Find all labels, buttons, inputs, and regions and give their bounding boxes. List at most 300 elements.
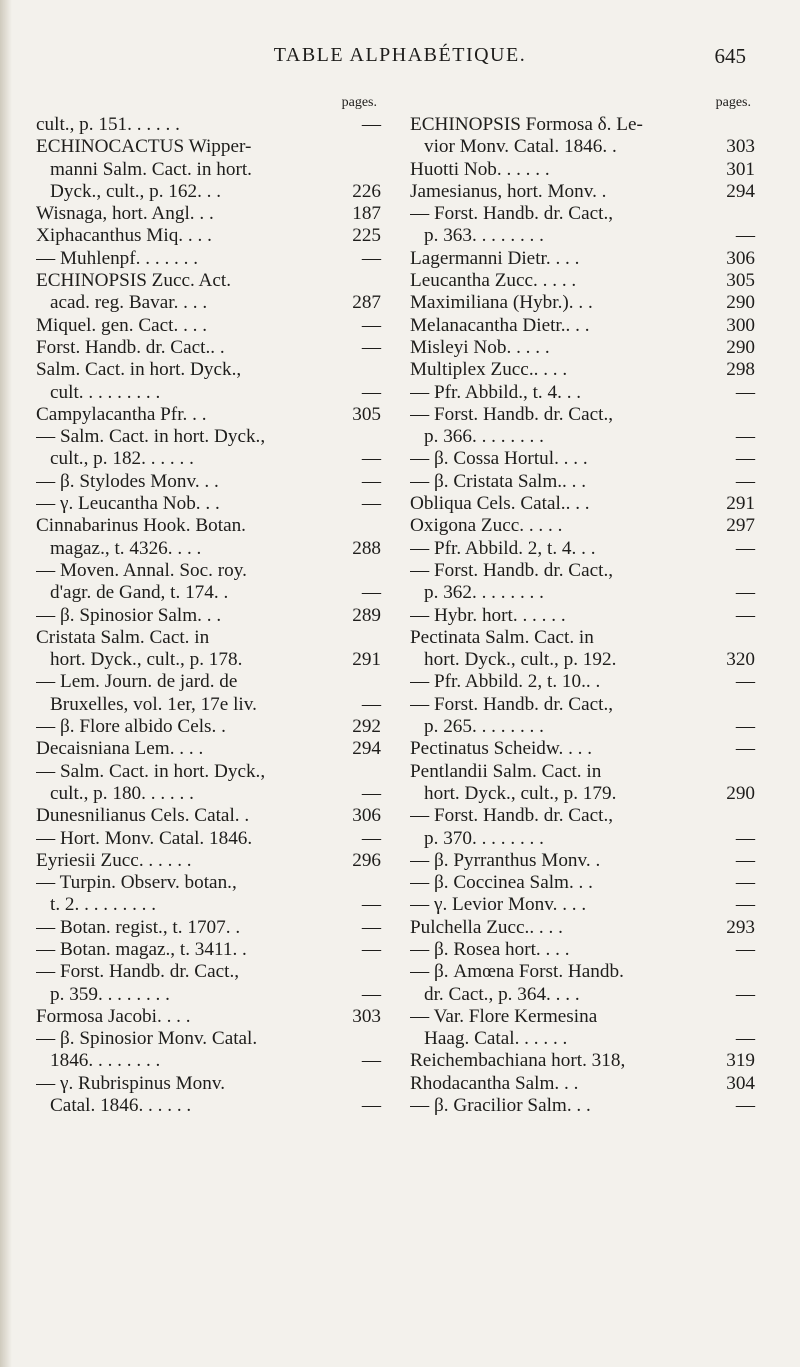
index-entry-line: [410, 181, 755, 203]
index-entry: [410, 605, 755, 627]
entry-text: cult., p. 182. . . . . .: [50, 448, 194, 470]
index-entry-line: [410, 783, 755, 805]
entry-page-number: —: [361, 247, 381, 269]
entry-text: — Forst. Handb. dr. Cact.,: [410, 559, 614, 581]
index-entry-line: [410, 225, 755, 247]
index-entry-line: [36, 649, 381, 671]
entry-page-number: 290: [726, 782, 755, 804]
entry-page-number: 298: [726, 359, 755, 381]
index-entry-line: [410, 404, 755, 426]
index-column-right: [410, 92, 755, 1117]
index-entry: [410, 1073, 755, 1095]
entry-page-number: 320: [726, 649, 755, 671]
index-entry-line: [410, 1006, 755, 1028]
index-entry: [410, 404, 755, 449]
index-entry: [410, 270, 755, 292]
index-entry: [410, 894, 755, 916]
index-entry-line: [36, 382, 381, 404]
index-entry-line: [410, 984, 755, 1006]
entry-text: — γ. Rubrispinus Monv.: [36, 1072, 225, 1094]
entry-text: Leucantha Zucc. . . . .: [410, 270, 577, 292]
entry-text: t. 2. . . . . . . . .: [50, 894, 157, 916]
entry-page-number: —: [361, 582, 381, 604]
entry-text: Oxigona Zucc. . . . .: [410, 515, 563, 537]
index-entry-line: [36, 448, 381, 470]
index-entry-line: [36, 850, 381, 872]
entry-text: magaz., t. 4326. . . .: [50, 537, 202, 559]
index-entry: [410, 159, 755, 181]
entry-page-number: —: [361, 470, 381, 492]
index-entry-line: [410, 761, 755, 783]
entry-page-number: —: [735, 849, 755, 871]
index-entry-line: [410, 337, 755, 359]
pages-label: pages.: [341, 95, 377, 110]
index-entry: [410, 471, 755, 493]
entry-page-number: 288: [352, 537, 381, 559]
entry-text: — Forst. Handb. dr. Cact.,: [410, 693, 614, 715]
index-entry: [410, 738, 755, 760]
index-entry: [36, 136, 381, 203]
index-entry-line: [410, 515, 755, 537]
index-entry-line: [36, 805, 381, 827]
entry-page-number: —: [735, 983, 755, 1005]
index-entry-line: [410, 203, 755, 225]
entry-text: hort. Dyck., cult., p. 178.: [50, 649, 243, 671]
index-entry: [410, 181, 755, 203]
index-entry: [36, 404, 381, 426]
entry-page-number: 305: [352, 403, 381, 425]
index-entry-line: [36, 716, 381, 738]
index-entry-line: [36, 493, 381, 515]
index-entry-line: [36, 1006, 381, 1028]
index-entry: [410, 805, 755, 850]
index-entry: [410, 961, 755, 1006]
index-entry-line: [36, 248, 381, 270]
entry-text: manni Salm. Cact. in hort.: [50, 158, 252, 180]
entry-page-number: —: [735, 426, 755, 448]
index-entry: [36, 805, 381, 827]
index-entry-line: [410, 426, 755, 448]
entry-text: Misleyi Nob. . . . .: [410, 336, 550, 358]
index-entry: [410, 315, 755, 337]
index-entry: [36, 738, 381, 760]
entry-text: — β. Rosea hort. . . .: [410, 938, 570, 960]
entry-page-number: 319: [726, 1050, 755, 1072]
index-entry: [410, 292, 755, 314]
entry-text: dr. Cact., p. 364. . . .: [424, 983, 580, 1005]
index-entry: [36, 315, 381, 337]
entry-text: Jamesianus, hort. Monv. .: [410, 180, 607, 202]
entry-text: — β. Pyrranthus Monv. .: [410, 849, 601, 871]
entry-text: Dunesnilianus Cels. Catal. .: [36, 805, 250, 827]
entry-text: — Salm. Cact. in hort. Dyck.,: [36, 760, 266, 782]
index-entry: [410, 359, 755, 381]
entry-page-number: —: [735, 938, 755, 960]
page-header: [0, 44, 800, 74]
index-entry-line: [36, 315, 381, 337]
index-entry-line: [36, 783, 381, 805]
entry-text: Miquel. gen. Cact. . . .: [36, 314, 208, 336]
entry-page-number: —: [361, 983, 381, 1005]
entry-text: p. 370. . . . . . . .: [424, 827, 544, 849]
index-entry-line: [36, 203, 381, 225]
index-entry: [410, 850, 755, 872]
entry-text: Wisnaga, hort. Angl. . .: [36, 203, 214, 225]
entry-text: — Moven. Annal. Soc. roy.: [36, 559, 247, 581]
entry-page-number: —: [735, 448, 755, 470]
entry-page-number: —: [361, 693, 381, 715]
entry-page-number: —: [735, 604, 755, 626]
index-entry-line: [36, 225, 381, 247]
entry-text: ECHINOPSIS Formosa δ. Le-: [410, 114, 643, 135]
entry-text: Catal. 1846. . . . . .: [50, 1095, 192, 1117]
entry-text: Maximiliana (Hybr.). . .: [410, 292, 593, 314]
entry-page-number: 297: [726, 515, 755, 537]
entry-text: Cinnabarinus Hook. Botan.: [36, 515, 246, 537]
index-entry-line: [36, 872, 381, 894]
index-entry-line: [410, 560, 755, 582]
index-entry-line: [36, 1073, 381, 1095]
entry-text: hort. Dyck., cult., p. 192.: [424, 649, 617, 671]
index-entry-line: [410, 738, 755, 760]
index-entry-line: [410, 582, 755, 604]
entry-page-number: 306: [726, 247, 755, 269]
entry-text: — β. Gracilior Salm. . .: [410, 1095, 591, 1117]
entry-text: Rhodacantha Salm. . .: [410, 1072, 579, 1094]
index-entry: [410, 248, 755, 270]
entry-text: 1846. . . . . . . .: [50, 1050, 161, 1072]
entry-text: — Lem. Journ. de jard. de: [36, 671, 238, 693]
entry-text: — β. Stylodes Monv. . .: [36, 470, 219, 492]
entry-text: — Forst. Handb. dr. Cact.,: [410, 203, 614, 225]
entry-text: Obliqua Cels. Catal.. . .: [410, 493, 590, 515]
index-entry-line: [36, 894, 381, 916]
entry-text: Pectinatus Scheidw. . . .: [410, 738, 593, 760]
index-entry-line: [36, 515, 381, 537]
index-entry: [410, 627, 755, 672]
index-entry: [410, 939, 755, 961]
index-entry: [410, 538, 755, 560]
entry-text: — Botan. magaz., t. 3411. .: [36, 938, 247, 960]
index-entry: [36, 248, 381, 270]
entry-text: Haag. Catal. . . . . .: [424, 1028, 568, 1050]
index-entry-line: [36, 671, 381, 693]
index-entry-line: [36, 359, 381, 381]
entry-text: Melanacantha Dietr.. . .: [410, 314, 590, 336]
entry-text: Lagermanni Dietr. . . .: [410, 247, 580, 269]
entry-page-number: 225: [352, 225, 381, 247]
entry-text: Dyck., cult., p. 162. . .: [50, 180, 222, 202]
entry-text: Bruxelles, vol. 1er, 17e liv.: [50, 693, 257, 715]
entry-text: Formosa Jacobi. . . .: [36, 1005, 191, 1027]
index-entry: [36, 426, 381, 471]
entry-page-number: 187: [352, 203, 381, 225]
index-entry: [36, 716, 381, 738]
index-entry-line: [36, 270, 381, 292]
index-entry-line: [410, 493, 755, 515]
entry-text: Multiplex Zucc.. . . .: [410, 359, 568, 381]
index-entry-line: [36, 292, 381, 314]
index-entry: [36, 359, 381, 404]
index-entry-line: [36, 939, 381, 961]
entry-page-number: —: [361, 381, 381, 403]
entry-text: p. 363. . . . . . . .: [424, 225, 544, 247]
entry-page-number: —: [735, 671, 755, 693]
entry-page-number: 303: [726, 136, 755, 158]
index-entry-line: [36, 828, 381, 850]
index-entry: [410, 872, 755, 894]
index-entry: [410, 694, 755, 739]
entry-page-number: —: [735, 1028, 755, 1050]
index-entry-line: [410, 605, 755, 627]
entry-page-number: 287: [352, 292, 381, 314]
index-entry: [36, 493, 381, 515]
index-entry-line: [410, 159, 755, 181]
index-entry-line: [410, 872, 755, 894]
entry-page-number: —: [361, 336, 381, 358]
entry-page-number: 294: [726, 180, 755, 202]
entry-text: hort. Dyck., cult., p. 179.: [424, 782, 617, 804]
index-entry: [36, 1028, 381, 1073]
index-entry-line: [410, 1028, 755, 1050]
index-entry-line: [36, 136, 381, 158]
index-entry: [410, 337, 755, 359]
entry-page-number: 291: [352, 649, 381, 671]
entry-text: p. 265. . . . . . . .: [424, 716, 544, 738]
entry-text: Reichembachiana hort. 318,: [410, 1050, 626, 1072]
entry-text: Pectinata Salm. Cact. in: [410, 626, 594, 648]
entry-page-number: —: [735, 582, 755, 604]
entry-page-number: 305: [726, 270, 755, 292]
entry-text: d'agr. de Gand, t. 174. .: [50, 582, 229, 604]
index-entry-line: [36, 404, 381, 426]
index-entry: [36, 872, 381, 917]
index-entry-line: [36, 1095, 381, 1117]
index-entry: [36, 225, 381, 247]
index-entry: [36, 1073, 381, 1118]
index-entry: [410, 382, 755, 404]
pages-label: pages.: [715, 95, 751, 110]
entry-text: — Turpin. Observ. botan.,: [36, 872, 237, 894]
index-entry-line: [410, 694, 755, 716]
index-entry: [410, 917, 755, 939]
entry-page-number: —: [735, 894, 755, 916]
index-entry-line: [36, 114, 381, 136]
entry-text: — β. Spinosior Salm. . .: [36, 604, 222, 626]
index-entry-line: [36, 582, 381, 604]
entry-page-number: —: [735, 827, 755, 849]
index-entry-line: [36, 181, 381, 203]
entry-text: Pulchella Zucc.. . . .: [410, 916, 563, 938]
index-entry-line: [410, 828, 755, 850]
index-entry-line: [410, 382, 755, 404]
index-entry-line: [36, 538, 381, 560]
index-entry-line: [36, 961, 381, 983]
entry-text: — Forst. Handb. dr. Cact.,: [410, 805, 614, 827]
entry-text: — Botan. regist., t. 1707. .: [36, 916, 241, 938]
entry-text: — Hybr. hort. . . . . .: [410, 604, 566, 626]
index-entry: [410, 515, 755, 537]
index-entry-line: [410, 671, 755, 693]
entry-text: Forst. Handb. dr. Cact.. .: [36, 336, 225, 358]
entry-text: p. 359. . . . . . . .: [50, 983, 170, 1005]
index-entry-line: [410, 315, 755, 337]
entry-text: — Pfr. Abbild. 2, t. 10.. .: [410, 671, 601, 693]
entry-page-number: 290: [726, 292, 755, 314]
entry-text: cult. . . . . . . . .: [50, 381, 161, 403]
entry-page-number: —: [735, 1095, 755, 1117]
entry-page-number: —: [735, 381, 755, 403]
entry-text: Decaisniana Lem. . . .: [36, 738, 204, 760]
index-entry: [410, 1050, 755, 1072]
entry-page-number: —: [361, 114, 381, 135]
index-entry: [36, 471, 381, 493]
index-entry: [410, 560, 755, 605]
entry-text: ECHINOPSIS Zucc. Act.: [36, 270, 232, 292]
index-entry: [36, 605, 381, 627]
entry-text: — β. Coccinea Salm. . .: [410, 872, 593, 894]
index-entry-line: [410, 1073, 755, 1095]
entry-page-number: 306: [352, 805, 381, 827]
index-entry: [410, 1095, 755, 1117]
entry-text: Cristata Salm. Cact. in: [36, 626, 210, 648]
index-entry: [410, 448, 755, 470]
entry-page-number: —: [735, 537, 755, 559]
entry-page-number: —: [735, 470, 755, 492]
index-entry: [410, 114, 755, 159]
entry-text: — Var. Flore Kermesina: [410, 1005, 598, 1027]
entry-page-number: 300: [726, 314, 755, 336]
index-entry-line: [410, 850, 755, 872]
entry-page-number: —: [361, 314, 381, 336]
index-entry-line: [36, 1028, 381, 1050]
index-entry: [410, 1006, 755, 1051]
entry-page-number: —: [735, 716, 755, 738]
index-entry: [36, 961, 381, 1006]
index-entry: [36, 828, 381, 850]
index-entry-line: [410, 471, 755, 493]
page-number: 645: [714, 44, 746, 68]
index-entry-line: [36, 738, 381, 760]
entry-page-number: 292: [352, 716, 381, 738]
index-entry-line: [36, 694, 381, 716]
entry-text: p. 362. . . . . . . .: [424, 582, 544, 604]
entry-text: Salm. Cact. in hort. Dyck.,: [36, 359, 242, 381]
index-entry: [36, 515, 381, 560]
entry-page-number: 303: [352, 1005, 381, 1027]
entry-text: — Forst. Handb. dr. Cact.,: [410, 403, 614, 425]
entry-page-number: 304: [726, 1072, 755, 1094]
index-entry: [410, 671, 755, 693]
entry-page-number: —: [361, 938, 381, 960]
entry-page-number: 289: [352, 604, 381, 626]
index-entry-line: [36, 560, 381, 582]
index-entry-line: [410, 805, 755, 827]
entry-page-number: —: [735, 872, 755, 894]
index-entry: [36, 270, 381, 315]
index-entry: [410, 761, 755, 806]
entry-text: acad. reg. Bavar. . . .: [50, 292, 208, 314]
index-entry: [36, 917, 381, 939]
index-entry-line: [410, 917, 755, 939]
index-entry-line: [410, 248, 755, 270]
index-entry: [36, 337, 381, 359]
entry-page-number: 294: [352, 738, 381, 760]
index-entry: [36, 560, 381, 605]
entry-page-number: —: [361, 448, 381, 470]
entry-page-number: —: [735, 225, 755, 247]
entry-page-number: 226: [352, 180, 381, 202]
entry-text: — β. Cossa Hortul. . . .: [410, 448, 588, 470]
index-entry-line: [410, 1050, 755, 1072]
index-entry: [36, 203, 381, 225]
entry-text: Pentlandii Salm. Cact. in: [410, 760, 602, 782]
index-entry-line: [36, 337, 381, 359]
index-entry-line: [36, 426, 381, 448]
entry-text: — Salm. Cact. in hort. Dyck.,: [36, 426, 266, 448]
entry-text: cult., p. 180. . . . . .: [50, 782, 194, 804]
entry-text: — Pfr. Abbild. 2, t. 4. . .: [410, 537, 596, 559]
index-entry-line: [410, 939, 755, 961]
index-entry: [410, 493, 755, 515]
index-entry-line: [410, 136, 755, 158]
index-entry: [36, 939, 381, 961]
entry-page-number: —: [361, 1095, 381, 1117]
index-column-left: [36, 92, 381, 1117]
running-title: TABLE ALPHABÉTIQUE.: [273, 44, 527, 66]
index-entry-line: [410, 894, 755, 916]
index-entry: [410, 203, 755, 248]
index-entry-line: [410, 961, 755, 983]
index-entry: [36, 761, 381, 806]
entry-text: — β. Cristata Salm.. . .: [410, 470, 587, 492]
entry-page-number: 293: [726, 916, 755, 938]
entry-text: — Forst. Handb. dr. Cact.,: [36, 961, 240, 983]
index-entry-line: [36, 471, 381, 493]
entry-page-number: 290: [726, 336, 755, 358]
entry-text: Huotti Nob. . . . . .: [410, 158, 550, 180]
entry-text: — γ. Leucantha Nob. . .: [36, 493, 220, 515]
entry-page-number: —: [361, 493, 381, 515]
entry-page-number: 296: [352, 849, 381, 871]
index-entry: [36, 671, 381, 716]
index-entry-line: [410, 359, 755, 381]
entry-text: — β. Spinosior Monv. Catal.: [36, 1028, 258, 1050]
entry-page-number: —: [361, 827, 381, 849]
index-entry-line: [36, 627, 381, 649]
index-entry-line: [410, 627, 755, 649]
index-entry-line: [410, 1095, 755, 1117]
entry-page-number: —: [361, 916, 381, 938]
entry-page-number: —: [361, 894, 381, 916]
index-entry: [36, 114, 381, 136]
index-entry: [36, 1006, 381, 1028]
index-entry: [36, 850, 381, 872]
index-entry-line: [410, 649, 755, 671]
index-entry-line: [36, 761, 381, 783]
index-entry-line: [410, 114, 755, 136]
entry-page-number: —: [735, 738, 755, 760]
entry-text: — Hort. Monv. Catal. 1846.: [36, 827, 253, 849]
index-entry-line: [410, 270, 755, 292]
entry-page-number: —: [361, 782, 381, 804]
index-entry: [36, 627, 381, 672]
index-entry-line: [410, 448, 755, 470]
index-entry-line: [410, 716, 755, 738]
entry-text: — γ. Levior Monv. . . .: [410, 894, 587, 916]
entry-text: vior Monv. Catal. 1846. .: [424, 136, 617, 158]
entry-text: Xiphacanthus Miq. . . .: [36, 225, 212, 247]
